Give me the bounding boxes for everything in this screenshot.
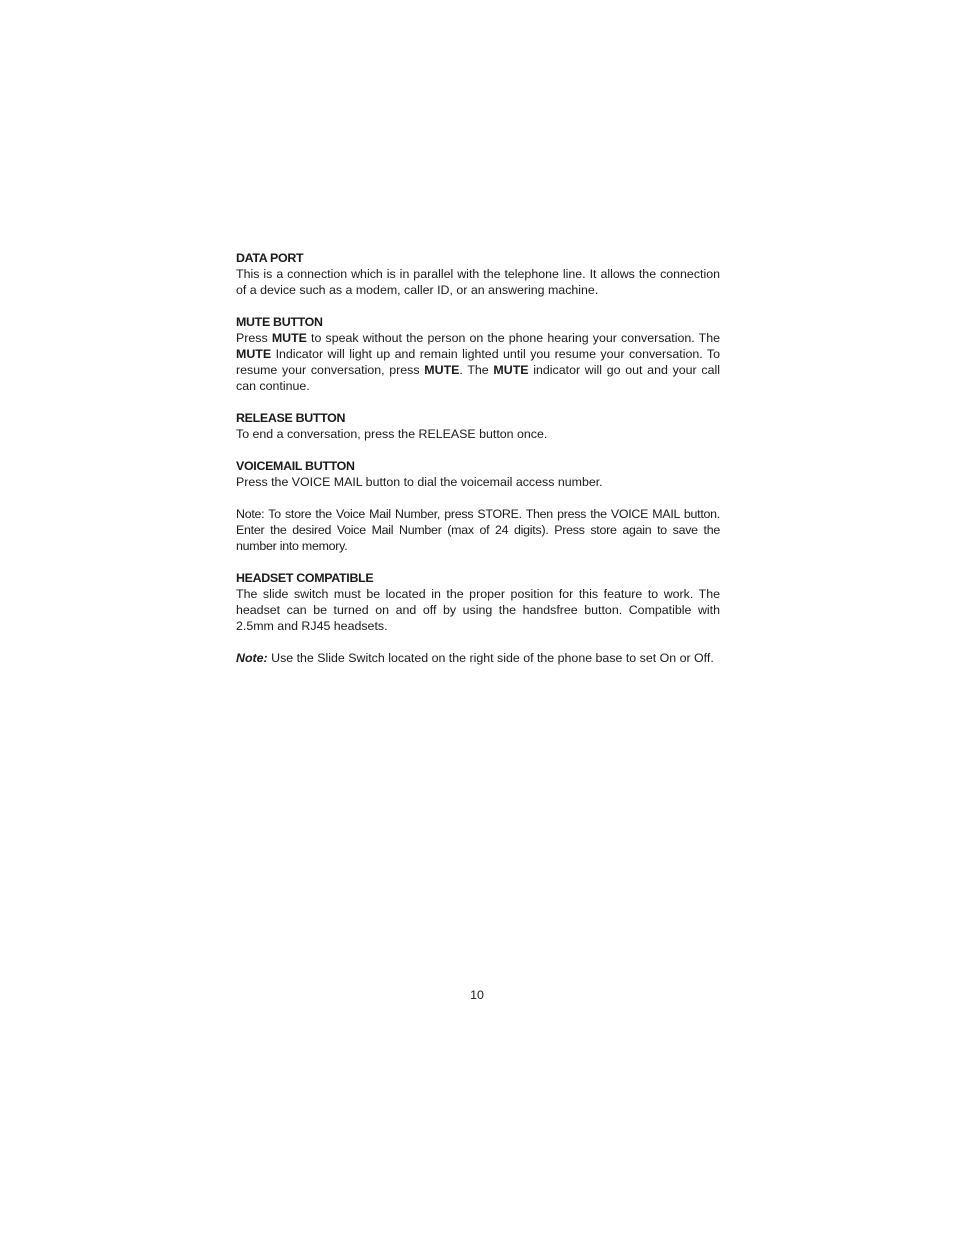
section-voicemail-button [236, 458, 720, 490]
voicemail-note: Note: To store the Voice Mail Number, press STORE. Then press the VOICE MAIL button. Enter the desired Voice Mail Number (max of 24 digits). Press store again to save the number into memory. [236, 507, 720, 553]
note-label: Note: [236, 651, 268, 665]
body-text: . The [459, 363, 494, 377]
page-number: 10 [470, 988, 484, 1002]
section-voicemail-note [236, 506, 720, 554]
mute-emphasis: MUTE [236, 347, 272, 361]
section-body [236, 330, 720, 394]
mute-emphasis: MUTE [271, 331, 307, 345]
section-heading: DATA PORT [236, 251, 304, 265]
section-body: Press the VOICE MAIL button to dial the voicemail access number. [236, 475, 603, 489]
headset-note [236, 650, 720, 666]
section-heading: RELEASE BUTTON [236, 411, 346, 425]
mute-emphasis: MUTE [424, 363, 460, 377]
section-heading: MUTE BUTTON [236, 315, 323, 329]
section-headset-note [236, 650, 720, 666]
section-body: This is a connection which is in parallel with the telephone line. It allows the connection of a device such as a modem, caller ID, or an answering machine. [236, 267, 720, 297]
section-heading: HEADSET COMPATIBLE [236, 571, 374, 585]
mute-emphasis: MUTE [493, 363, 529, 377]
section-release-button [236, 410, 720, 442]
body-text: Press [236, 331, 272, 345]
body-text: Indicator will light up and remain lighted until you resume your conversation. To resume your conversation, press [236, 347, 720, 377]
section-body: To end a conversation, press the RELEASE button once. [236, 427, 548, 441]
page-content [236, 250, 720, 682]
section-data-port [236, 250, 720, 298]
section-mute-button [236, 314, 720, 394]
section-headset-compatible [236, 570, 720, 634]
note-text: Use the Slide Switch located on the right side of the phone base to set On or Off. [267, 651, 714, 665]
body-text: to speak without the person on the phone hearing your conversation. The [306, 331, 720, 345]
body-text: indicator will go out and your call can continue. [236, 363, 720, 393]
section-heading: VOICEMAIL BUTTON [236, 459, 355, 473]
section-body: The slide switch must be located in the proper position for this feature to work. The headset can be turned on and off by using the handsfree button. Compatible with 2.5mm and RJ45 headsets. [236, 587, 720, 633]
